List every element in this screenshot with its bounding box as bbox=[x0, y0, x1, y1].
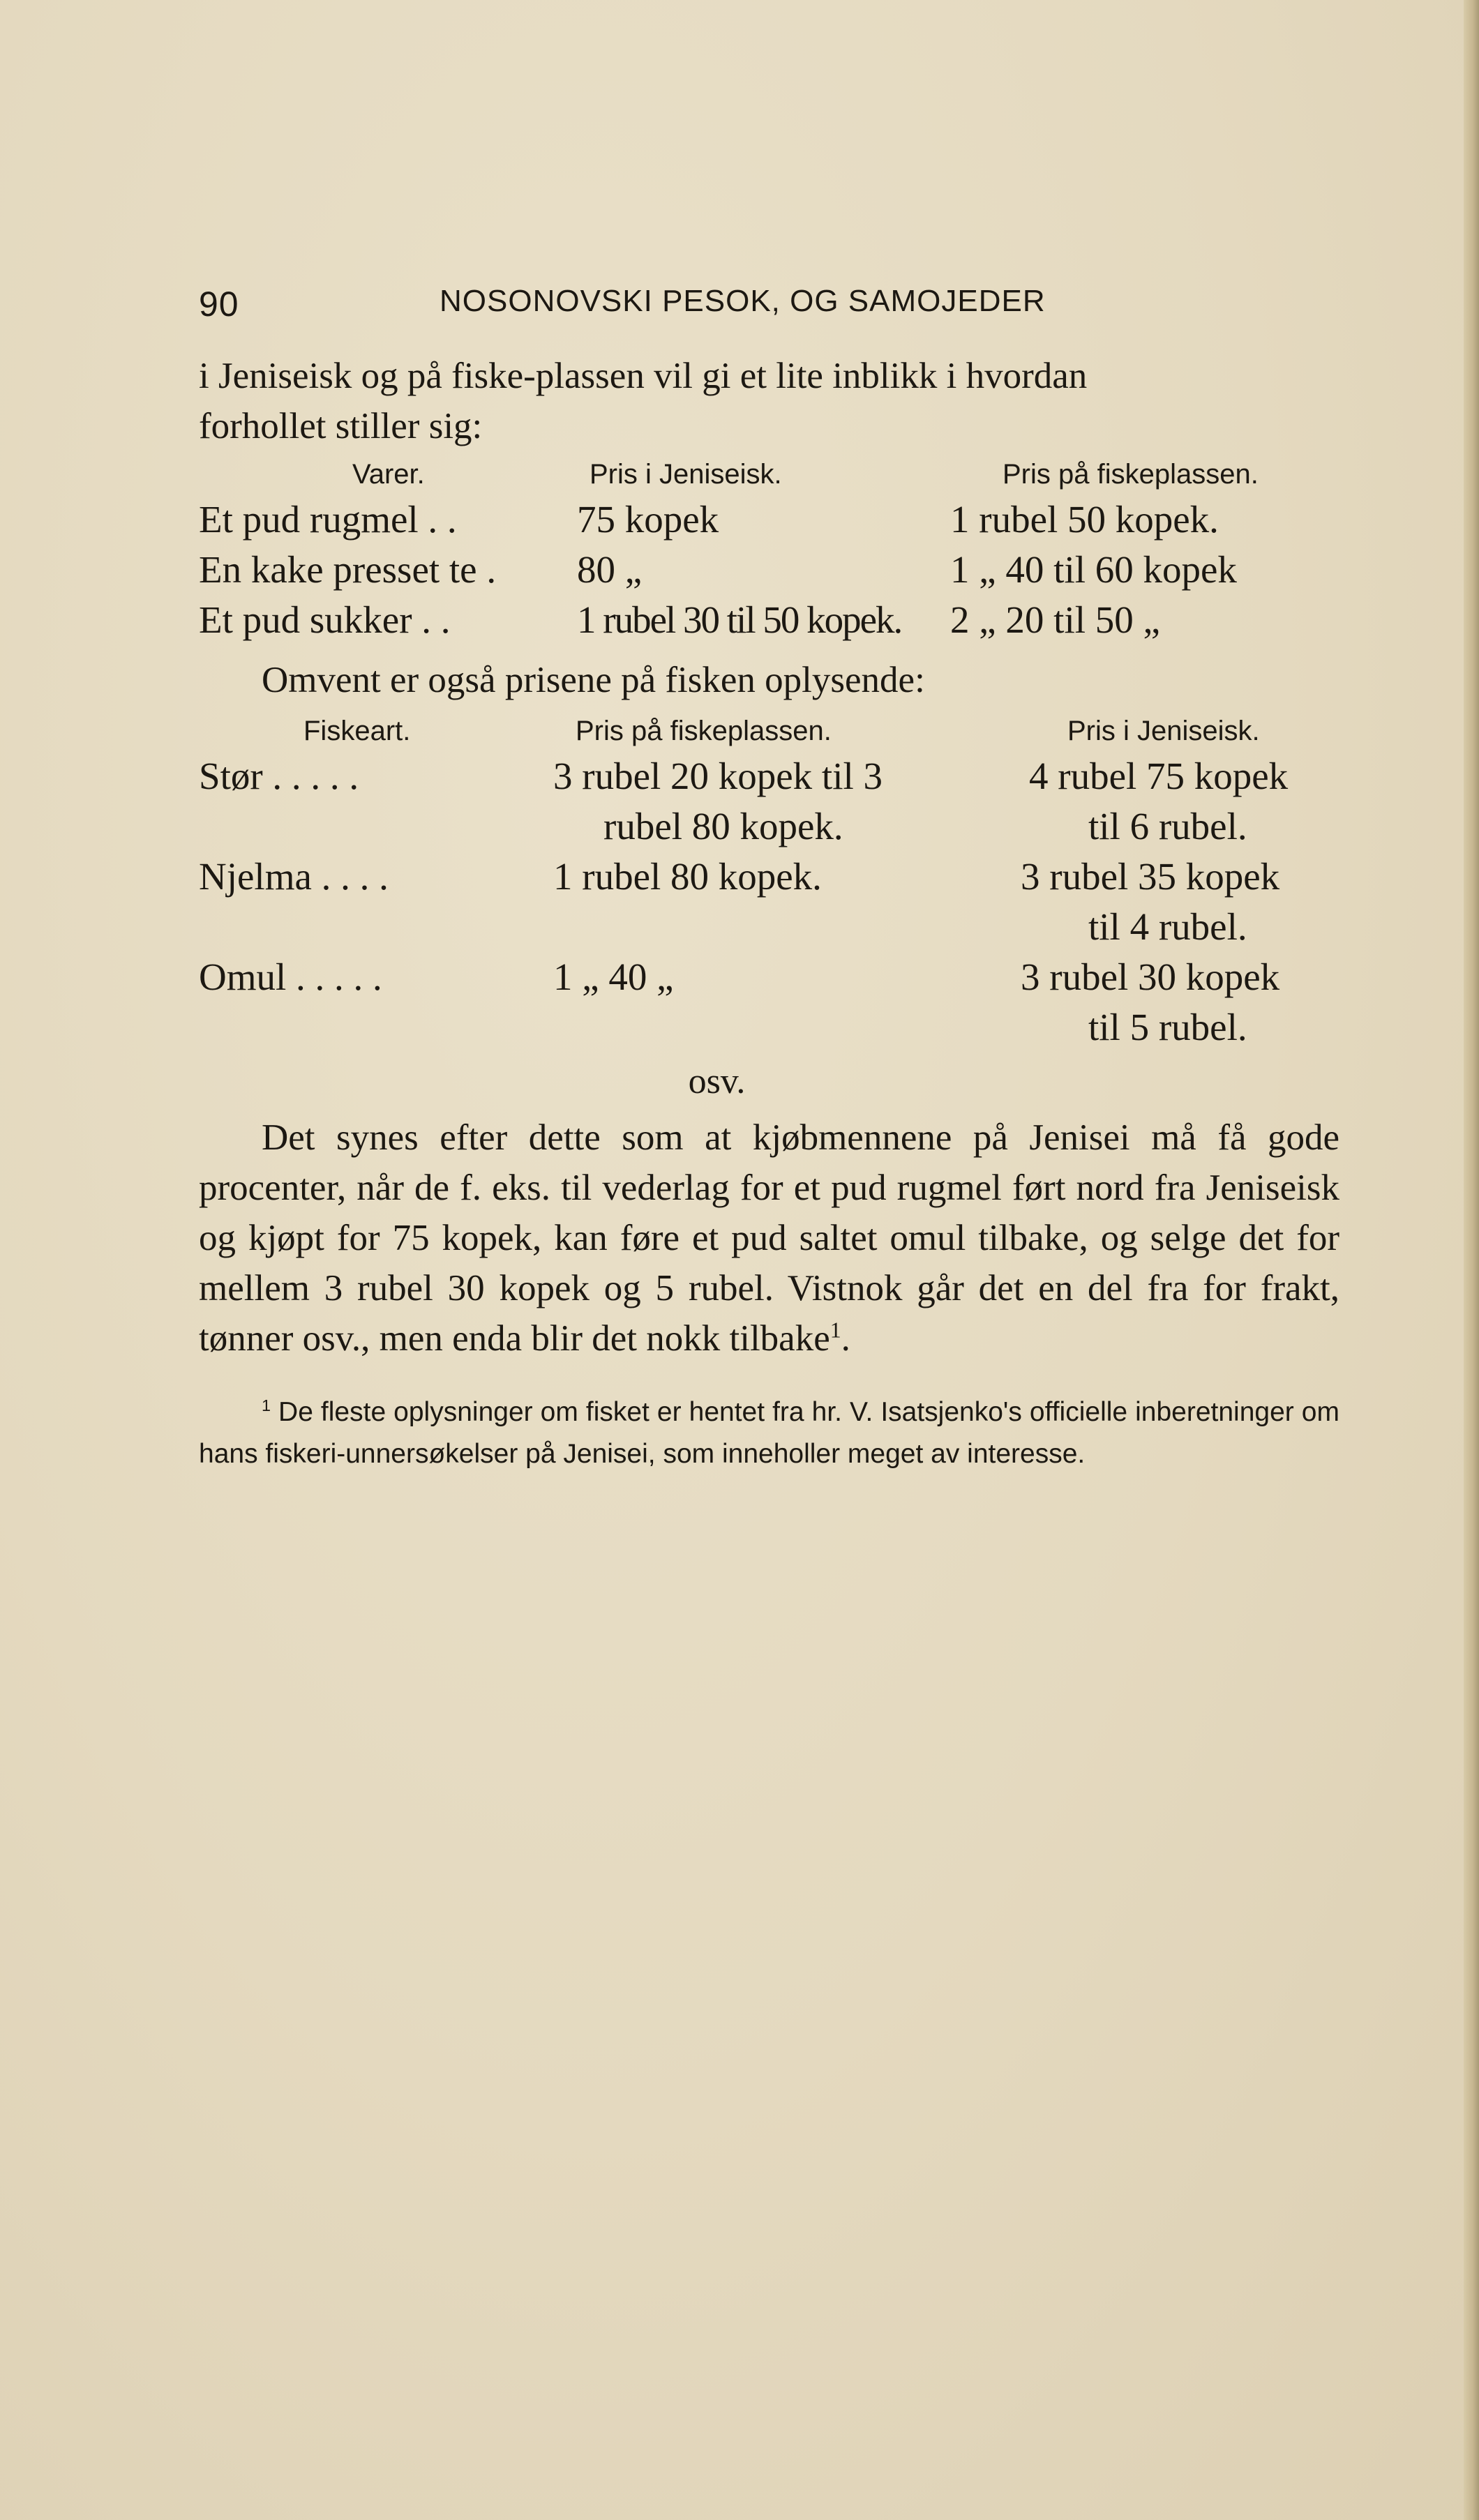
page-edge bbox=[1464, 0, 1479, 2520]
column-header-price-place: Pris på fiskeplassen. bbox=[1003, 459, 1259, 490]
fish-name: Omul . . . . . bbox=[199, 956, 382, 998]
price-place: 2 „ 20 til 50 „ bbox=[950, 598, 1160, 641]
header-title: NOSONOVSKI PESOK, OG SAMOJEDER bbox=[440, 284, 1046, 318]
column-header-goods: Varer. bbox=[352, 459, 425, 490]
body-line: ført nord fra Jeniseisk og kjøpt for 75 kopek, kan føre et pud bbox=[199, 1168, 1340, 1258]
column-header-price-place: Pris på fiskeplassen. bbox=[576, 716, 832, 746]
price-city: til 4 rubel. bbox=[1088, 905, 1247, 948]
price-place: 1 „ 40 „ bbox=[553, 956, 674, 998]
fish-row-continued bbox=[199, 902, 1339, 952]
price-city: til 5 rubel. bbox=[1088, 1006, 1247, 1048]
fish-price-table bbox=[199, 711, 1339, 1107]
goods-row bbox=[199, 595, 1339, 645]
fish-row-continued bbox=[199, 1002, 1339, 1052]
price-city: 1 rubel 30 til 50 kopek. bbox=[577, 598, 902, 641]
body-paragraph bbox=[199, 1112, 1339, 1364]
intro-line: forhollet stiller sig: bbox=[199, 406, 483, 446]
footnote-marker: 1 bbox=[262, 1396, 271, 1414]
price-city: 80 „ bbox=[577, 548, 643, 591]
goods-price-table bbox=[199, 454, 1339, 645]
body-line: saltet omul tilbake, og selge det for mellem 3 rubel 30 kopek bbox=[199, 1218, 1340, 1308]
price-city: 75 kopek bbox=[577, 498, 719, 541]
price-place: 1 „ 40 til 60 kopek bbox=[950, 548, 1237, 591]
fish-table-header bbox=[199, 711, 1339, 751]
page-number: 90 bbox=[199, 285, 239, 324]
page-content bbox=[199, 276, 1339, 1502]
price-place: 1 rubel 50 kopek. bbox=[950, 498, 1219, 541]
price-city: til 6 rubel. bbox=[1088, 805, 1247, 847]
table-etc: osv. bbox=[688, 1062, 746, 1101]
body-line: men enda blir det nokk tilbake bbox=[379, 1318, 830, 1359]
fish-name: Stør . . . . . bbox=[199, 755, 359, 797]
column-header-price-city: Pris i Jeniseisk. bbox=[590, 459, 782, 490]
fish-intro: Omvent er også prisene på fisken oplysende: bbox=[262, 660, 925, 700]
running-head bbox=[199, 276, 1339, 324]
body-line: Det synes efter dette som at kjøbmennene på Jenisei må bbox=[262, 1117, 1196, 1158]
footnote-reference: 1 bbox=[829, 1318, 841, 1343]
goods-name: Et pud sukker . . bbox=[199, 598, 451, 641]
price-city: 3 rubel 30 kopek bbox=[1021, 956, 1280, 998]
goods-name: En kake presset te . bbox=[199, 548, 497, 591]
body-punct: . bbox=[841, 1318, 850, 1359]
fish-row bbox=[199, 751, 1339, 801]
column-header-price-city: Pris i Jeniseisk. bbox=[1067, 716, 1260, 746]
body-line: få gode procenter, når de f. eks. til vederlag for et pud rugmel bbox=[199, 1117, 1340, 1208]
footnote-text: De fleste oplysninger om fisket er hentet fra hr. V. Isatsjenko's officielle inberetninger om hans fiskeri-unnersøkelser på Jenisei, som inneholler meget av interesse. bbox=[199, 1397, 1339, 1469]
goods-table-header bbox=[199, 454, 1339, 495]
fish-row-continued bbox=[199, 801, 1339, 852]
price-place: 1 rubel 80 kopek. bbox=[553, 855, 822, 898]
price-city: 4 rubel 75 kopek bbox=[1029, 755, 1289, 797]
price-place: rubel 80 kopek. bbox=[603, 805, 843, 847]
body-line: og 5 rubel. Vistnok går det en del fra for frakt, tønner osv., bbox=[199, 1268, 1339, 1359]
goods-row bbox=[199, 545, 1339, 595]
fish-name: Njelma . . . . bbox=[199, 855, 389, 898]
goods-name: Et pud rugmel . . bbox=[199, 498, 457, 541]
fish-row bbox=[199, 952, 1339, 1002]
column-header-fish: Fiskeart. bbox=[303, 716, 411, 746]
price-place: 3 rubel 20 kopek til 3 bbox=[553, 755, 883, 797]
intro-paragraph bbox=[199, 351, 1339, 451]
price-city: 3 rubel 35 kopek bbox=[1021, 855, 1280, 898]
goods-row bbox=[199, 495, 1339, 545]
fish-row bbox=[199, 852, 1339, 902]
footnote bbox=[199, 1391, 1339, 1475]
intro-line: i Jeniseisk og på fiske-plassen vil gi et lite inblikk i hvordan bbox=[199, 356, 1088, 396]
